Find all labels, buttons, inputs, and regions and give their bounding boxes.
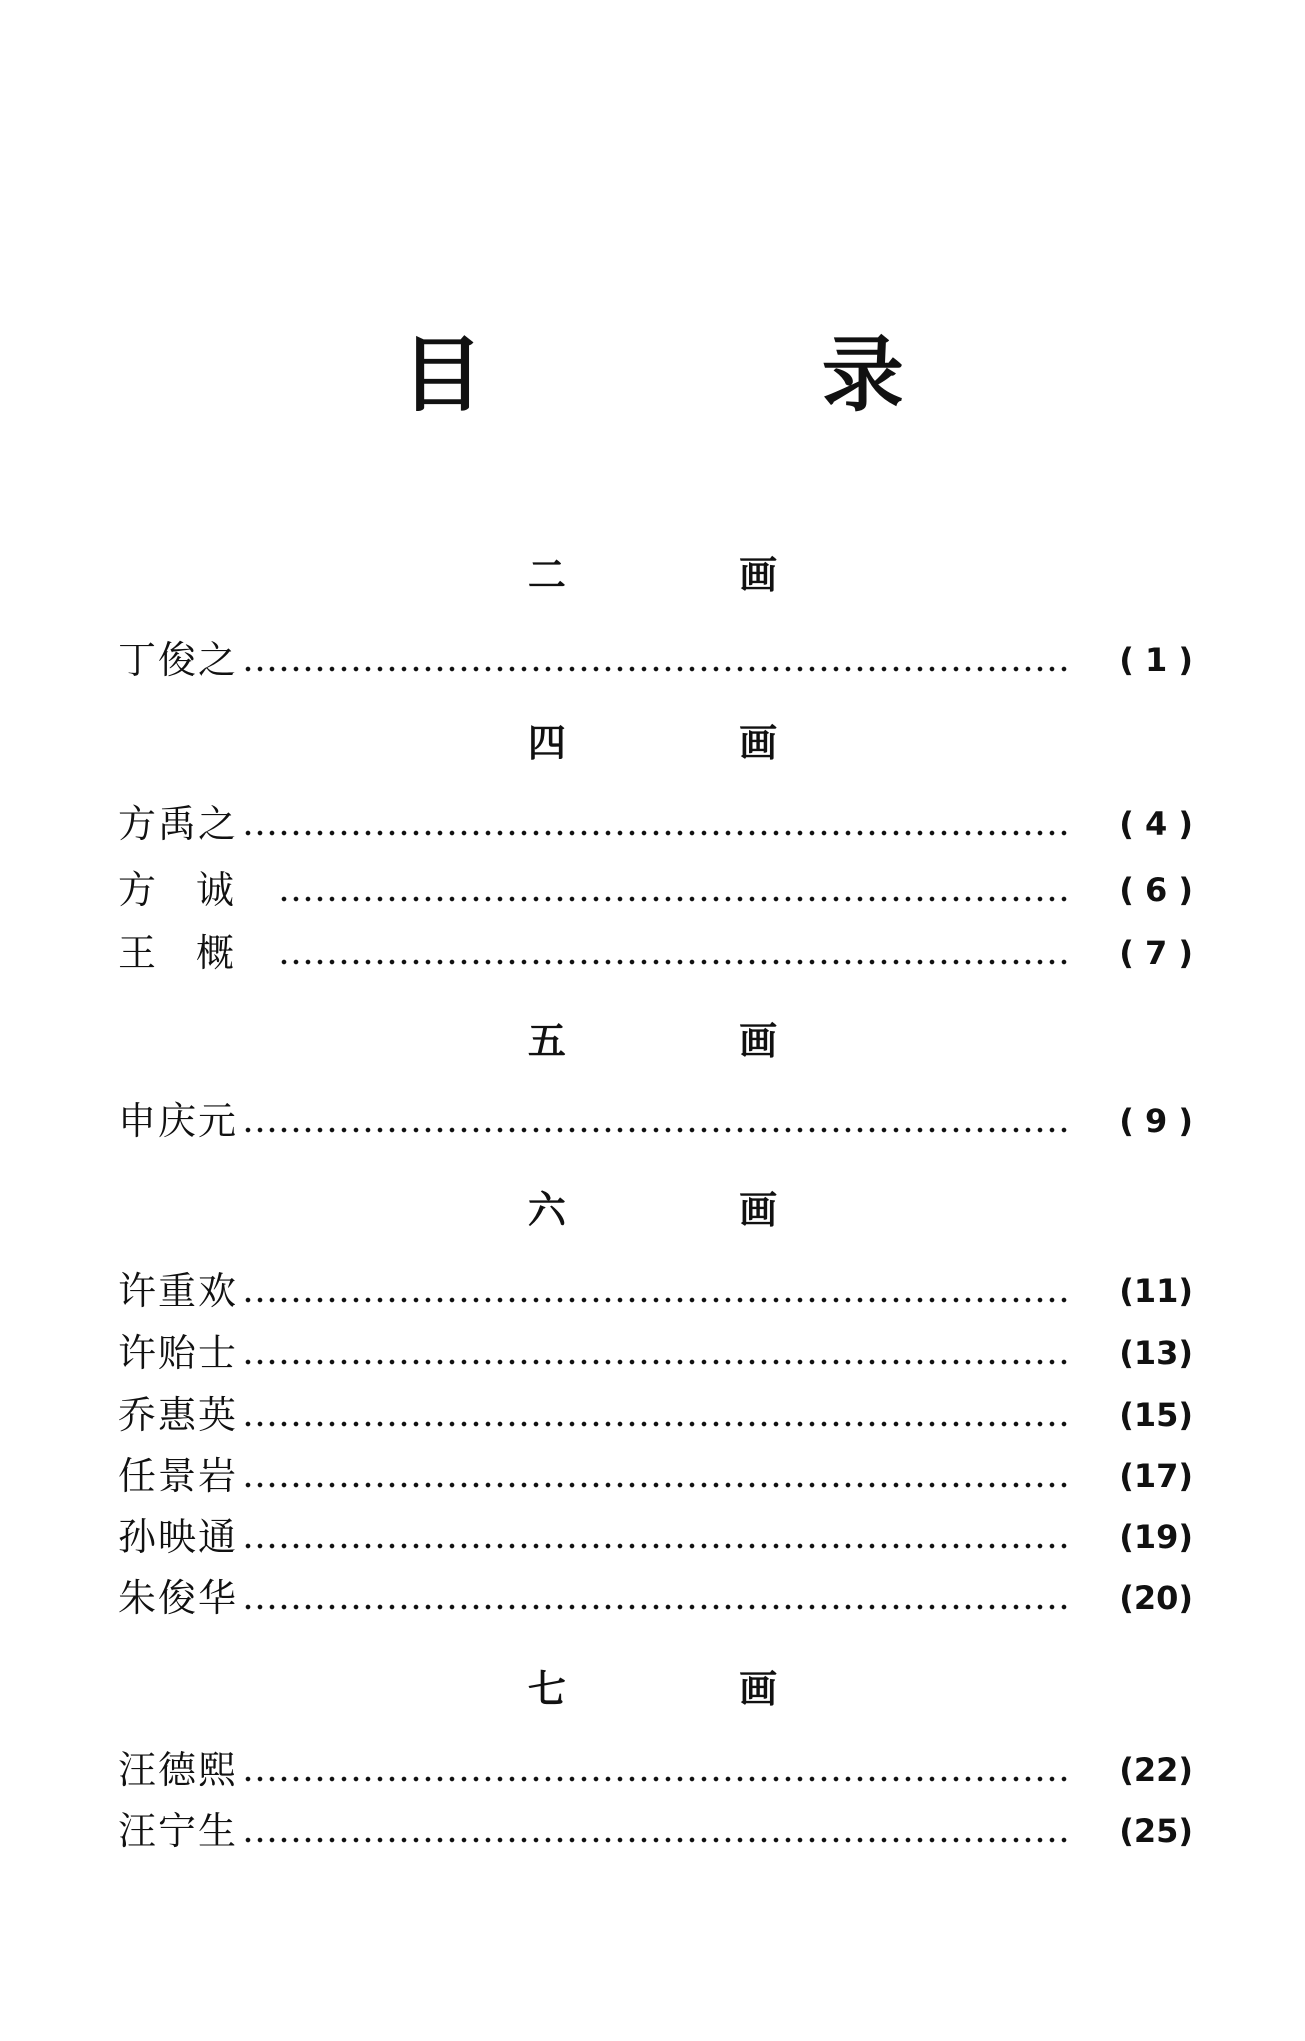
dot-leader <box>242 1127 1073 1133</box>
entry-name: 任景岩 <box>118 1454 239 1498</box>
toc-entry[interactable] <box>118 637 1193 683</box>
page-number: (15) <box>1119 1396 1193 1434</box>
entry-name: 许重欢 <box>118 1269 239 1313</box>
entry-name: 许贻士 <box>118 1331 239 1375</box>
section-heading: 七 画 <box>527 1667 858 1711</box>
entry-name: 乔惠英 <box>118 1393 239 1437</box>
dot-leader <box>242 1421 1073 1427</box>
section-heading: 二 画 <box>527 553 858 597</box>
page-title: 目 录 <box>401 328 1059 423</box>
page-number: ( 1 ) <box>1119 641 1193 679</box>
dot-leader <box>242 1297 1073 1303</box>
dot-leader <box>242 1482 1073 1488</box>
section-heading: 五 画 <box>527 1019 858 1063</box>
entry-name: 朱俊华 <box>118 1576 239 1620</box>
entry-name: 申庆元 <box>118 1099 239 1143</box>
section-heading: 四 画 <box>527 721 858 765</box>
page-number: (25) <box>1119 1812 1193 1850</box>
toc-entry[interactable] <box>118 1098 1193 1144</box>
dot-leader <box>242 1604 1073 1610</box>
toc-entry[interactable] <box>118 1392 1193 1438</box>
page-number: ( 4 ) <box>1119 805 1193 843</box>
entry-name: 丁俊之 <box>118 638 239 682</box>
page-number: ( 6 ) <box>1119 871 1193 909</box>
entry-name: 方禹之 <box>118 802 239 846</box>
toc-entry[interactable] <box>118 1808 1193 1854</box>
toc-entry[interactable] <box>118 1575 1193 1621</box>
toc-entry[interactable] <box>118 1514 1193 1560</box>
page-number: (22) <box>1119 1751 1193 1789</box>
dot-leader <box>278 896 1073 902</box>
page-number: (17) <box>1119 1457 1193 1495</box>
toc-entry[interactable] <box>118 1453 1193 1499</box>
dot-leader <box>242 1837 1073 1843</box>
dot-leader <box>242 1776 1073 1782</box>
entry-name: 方诚 <box>118 868 275 912</box>
toc-entry[interactable] <box>118 1747 1193 1793</box>
toc-entry[interactable] <box>118 867 1193 913</box>
entry-name: 汪德熙 <box>118 1748 239 1792</box>
dot-leader <box>242 1359 1073 1365</box>
entry-name: 孙映通 <box>118 1515 239 1559</box>
toc-entry[interactable] <box>118 930 1193 976</box>
page-number: ( 7 ) <box>1119 934 1193 972</box>
entry-name: 王概 <box>118 931 275 975</box>
dot-leader <box>242 666 1073 672</box>
toc-entry[interactable] <box>118 1268 1193 1314</box>
dot-leader <box>242 1543 1073 1549</box>
toc-entry[interactable] <box>118 801 1193 847</box>
page-number: (19) <box>1119 1518 1193 1556</box>
page-number: ( 9 ) <box>1119 1102 1193 1140</box>
entry-name: 汪宁生 <box>118 1809 239 1853</box>
page-number: (20) <box>1119 1579 1193 1617</box>
toc-entry[interactable] <box>118 1330 1193 1376</box>
page-number: (13) <box>1119 1334 1193 1372</box>
section-heading: 六 画 <box>527 1188 858 1232</box>
dot-leader <box>242 830 1073 836</box>
dot-leader <box>278 959 1073 965</box>
page-number: (11) <box>1119 1272 1193 1310</box>
